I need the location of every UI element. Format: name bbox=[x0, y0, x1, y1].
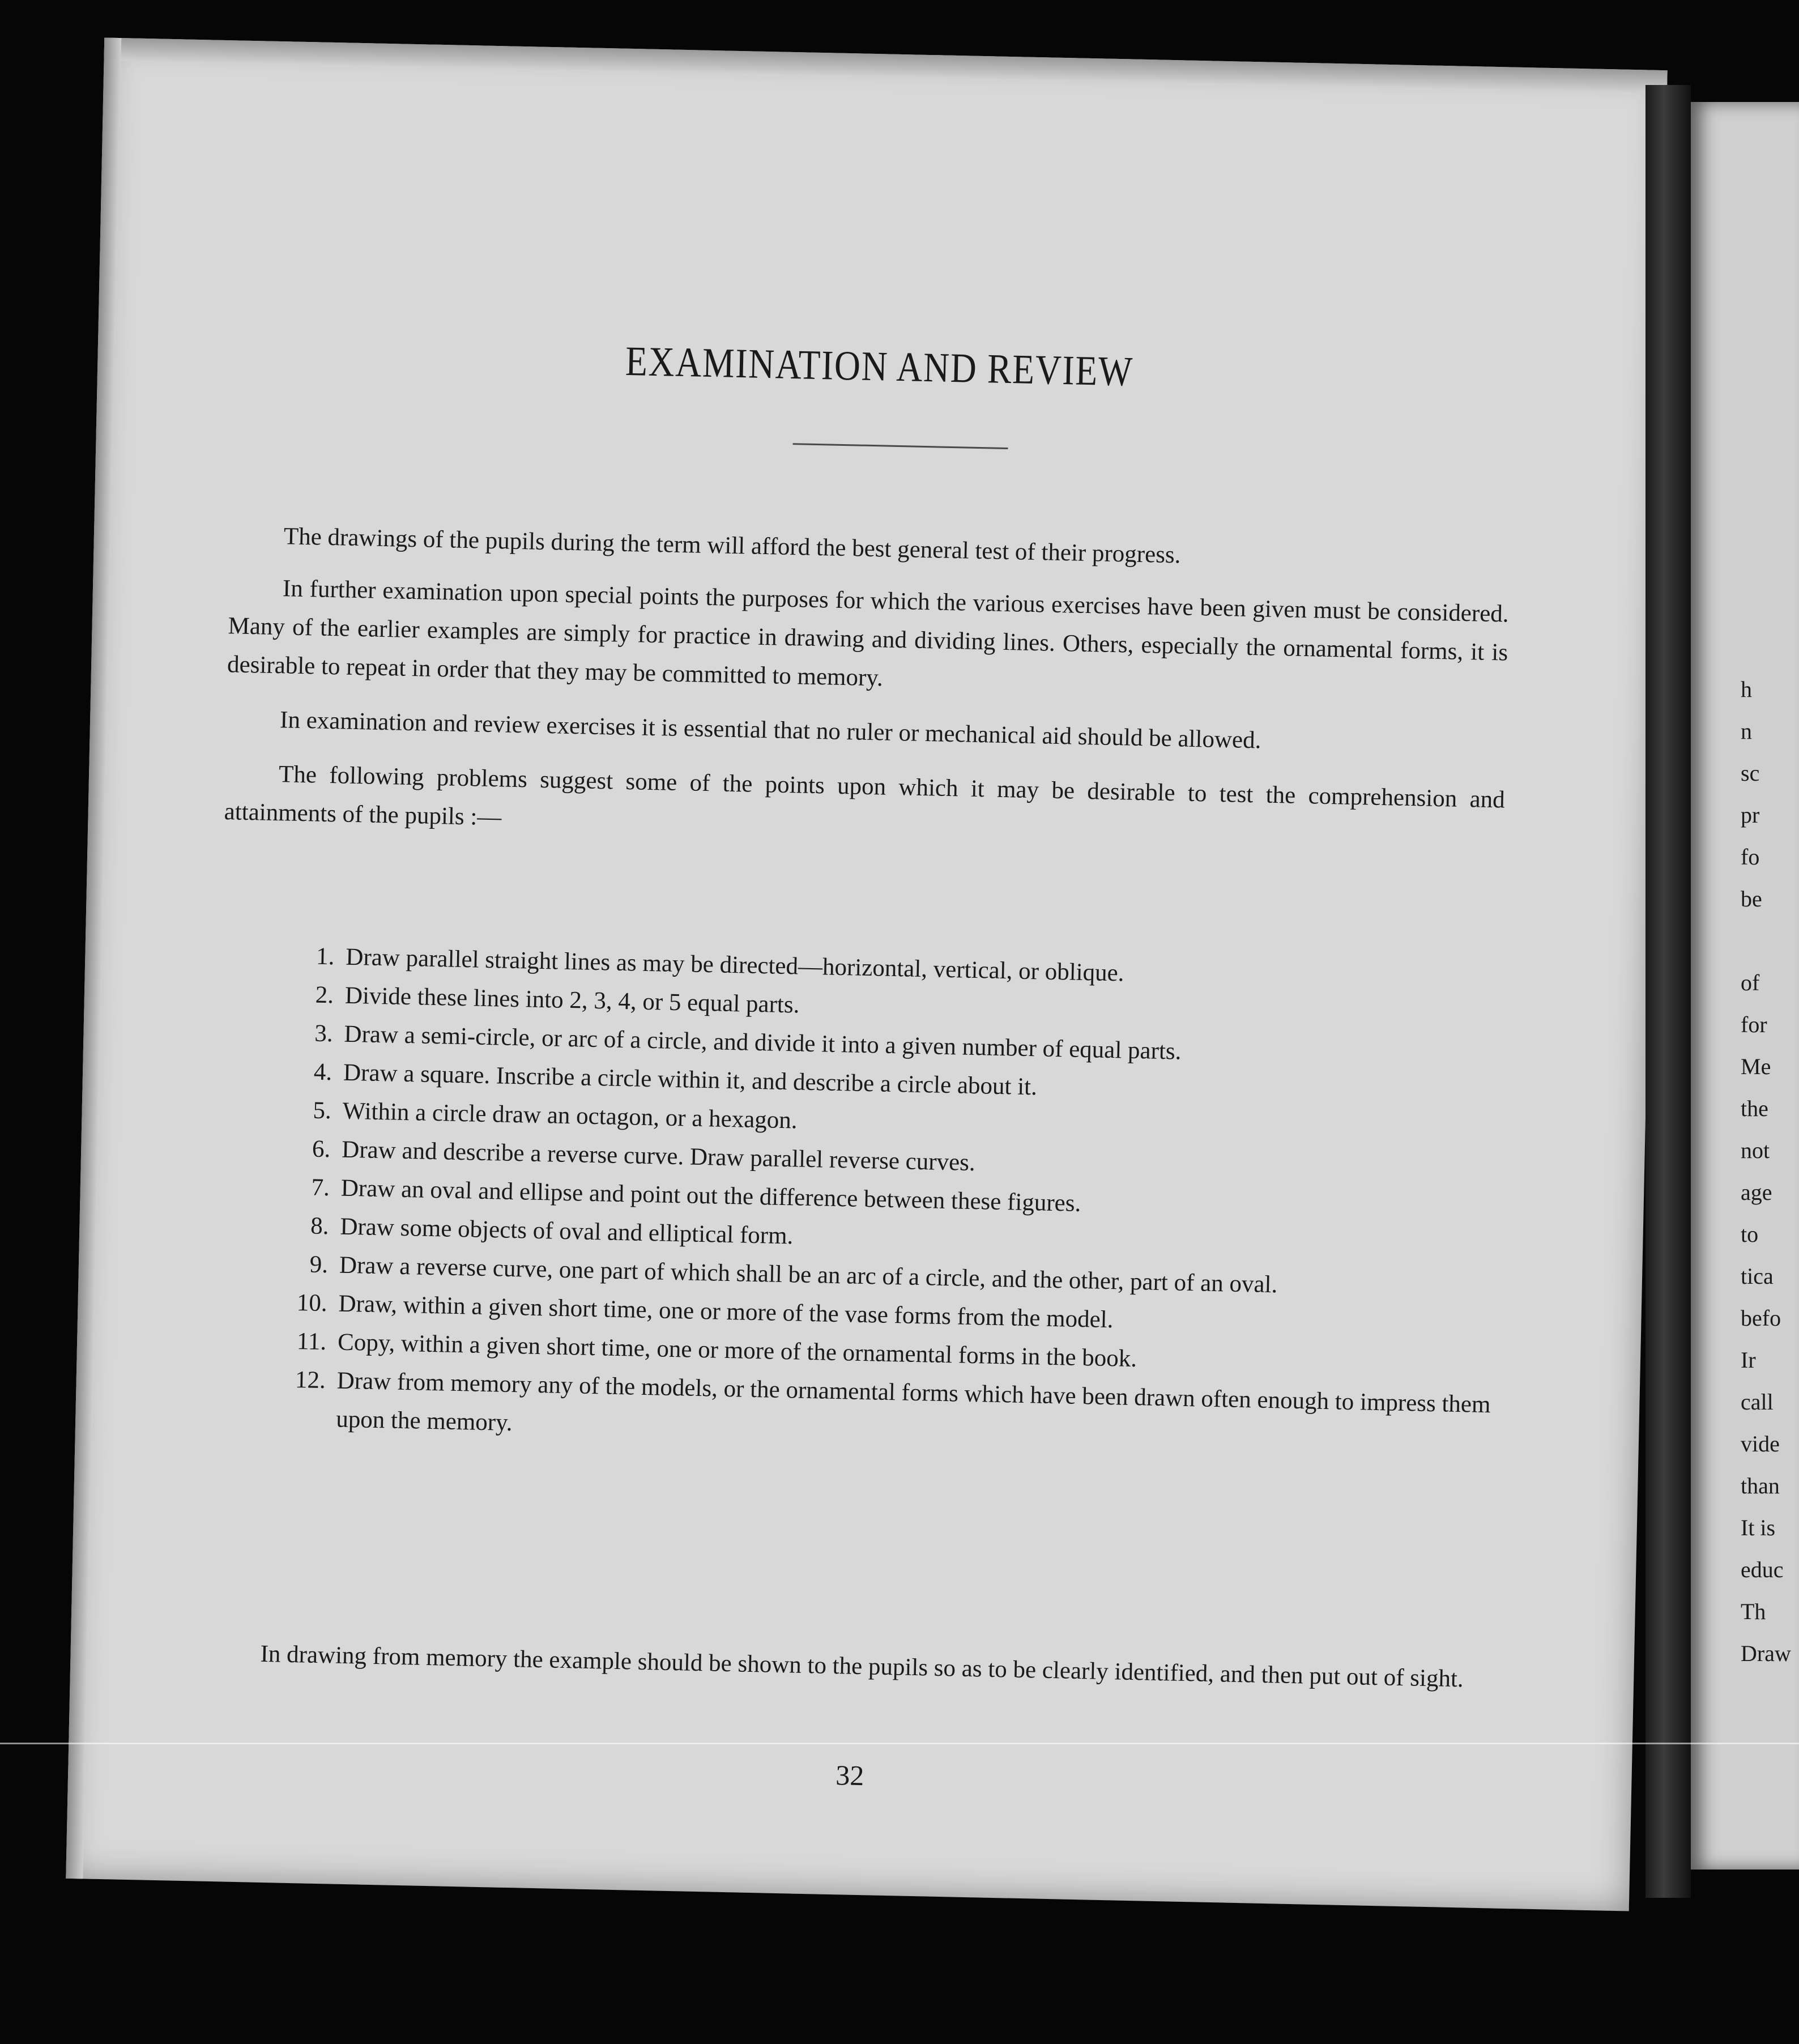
intro-text bbox=[223, 516, 1510, 874]
list-item: 4. Draw a square. Inscribe a circle within it, and describe a circle about it. bbox=[313, 1058, 1038, 1101]
facing-page bbox=[1691, 102, 1799, 1870]
page-top-edge bbox=[104, 37, 1667, 93]
list-item: 1. Draw parallel straight lines as may be directed—horizontal, vertical, or oblique. bbox=[316, 943, 1124, 987]
paragraph-progress: The drawings of the pupils during the term will afford the best general test of their progress. bbox=[283, 523, 1181, 569]
list-item: 12. Draw from memory any of the models, or the ornamental forms which have been drawn often enough to impress them upon the memory. bbox=[295, 1366, 1491, 1437]
list-item: 5. Within a circle draw an octagon, or a hexagon. bbox=[313, 1097, 798, 1134]
title-divider bbox=[793, 443, 1008, 449]
list-item: 8. Draw some objects of oval and elliptical form. bbox=[310, 1212, 794, 1250]
list-item: 7. Draw an oval and ellipse and point out the difference between these figures. bbox=[311, 1174, 1081, 1217]
paragraph-problems-intro: The following problems suggest some of the points upon which it may be desirable to test the comprehension and attainments of the pupils :— bbox=[224, 761, 1506, 831]
list-item: 10. Draw, within a given short time, one or more of the vase forms from the model. bbox=[296, 1289, 1114, 1334]
list-item: 3. Draw a semi-circle, or arc of a circle, and divide it into a given number of equal parts. bbox=[314, 1020, 1182, 1065]
paragraph-no-ruler: In examination and review exercises it is essential that no ruler or mechanical aid should be allowed. bbox=[279, 706, 1261, 754]
list-item: 6. Draw and describe a reverse curve. Draw parallel reverse curves. bbox=[312, 1135, 976, 1177]
facing-page-text: h n sc pr fo be of for Me the not age to tica befo Ir call vide than It is educ Th Draw bbox=[1741, 676, 1791, 1666]
page-number: 32 bbox=[835, 1759, 864, 1792]
page-title: EXAMINATION AND REVIEW bbox=[625, 338, 1134, 395]
book-page bbox=[66, 37, 1667, 1911]
paragraph-examination: In further examination upon special points the purposes for which the various exercises have been given must be considered. Many of the earlier examples are simply for practice in drawing and dividing lines. Others, especially the ornamental forms, it is desirable to repeat in order that they may be committed to memory. bbox=[227, 575, 1510, 692]
problem-list bbox=[274, 936, 1502, 1463]
list-item: 9. Draw a reverse curve, one part of which shall be an arc of a circle, and the other, part of an oval. bbox=[309, 1251, 1278, 1298]
list-item: 2. Divide these lines into 2, 3, 4, or 5 equal parts. bbox=[315, 981, 800, 1019]
closing-paragraph: In drawing from memory the example should be shown to the pupils so as to be clearly identified, and then put out of sight. bbox=[260, 1640, 1464, 1693]
scan-artifact-line bbox=[0, 1743, 1799, 1744]
book-gutter bbox=[1645, 85, 1691, 1898]
page-left-edge bbox=[66, 37, 121, 1879]
list-item: 11. Copy, within a given short time, one or more of the ornamental forms in the book. bbox=[296, 1328, 1137, 1373]
